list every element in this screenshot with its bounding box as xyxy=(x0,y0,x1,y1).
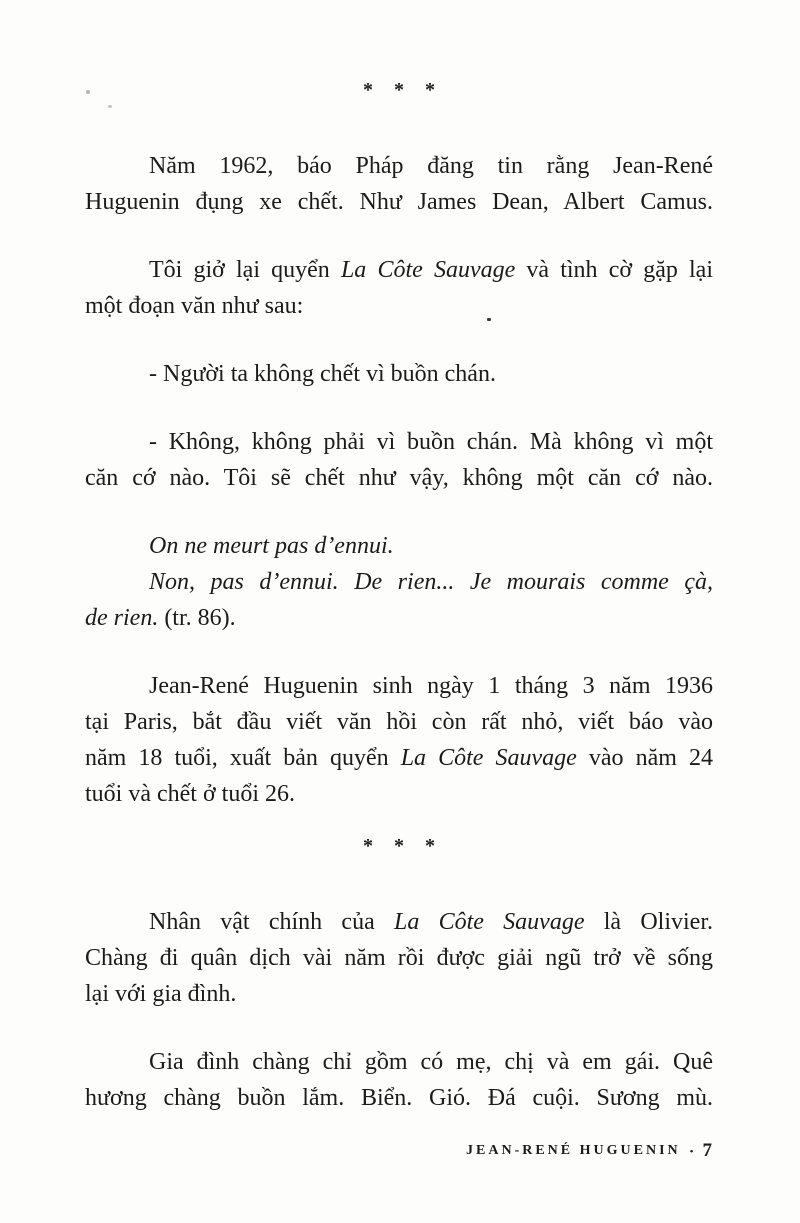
text-segment: Chàng đi quân dịch vài năm rồi được giải ngũ trở về sống xyxy=(85,945,713,971)
text-line xyxy=(85,288,713,324)
text-line xyxy=(85,148,713,184)
text-segment: Tôi giở lại quyển xyxy=(149,257,341,283)
scan-speck xyxy=(108,105,112,108)
italic-text-segment: La Côte Sauvage xyxy=(393,909,585,935)
paragraph xyxy=(85,424,713,496)
section-separator: * * * xyxy=(363,835,443,857)
page-body xyxy=(85,76,713,1116)
text-segment: và tình cờ gặp lại xyxy=(515,257,713,283)
text-segment: Nhân vật chính của xyxy=(149,909,394,935)
text-segment: Huguenin đụng xe chết. Như James Dean, Albert Camus. xyxy=(85,189,713,215)
text-line xyxy=(85,976,713,1012)
text-line xyxy=(85,356,713,392)
text-line xyxy=(85,740,713,776)
text-segment: một đoạn văn như sau: xyxy=(85,293,304,319)
paragraph xyxy=(85,564,713,636)
italic-text-segment: La Côte Sauvage xyxy=(400,745,577,771)
text-segment: tại Paris, bắt đầu viết văn hồi còn rất nhỏ, viết báo vào xyxy=(85,709,713,735)
text-segment: tuổi và chết ở tuổi 26. xyxy=(85,781,295,807)
paragraph xyxy=(85,148,713,220)
text-segment: căn cớ nào. Tôi sẽ chết như vậy, không một căn cớ nào. xyxy=(85,465,713,491)
paragraph xyxy=(85,356,713,392)
text-line xyxy=(85,460,713,496)
footer-book-title: JEAN-RENÉ HUGUENIN xyxy=(466,1143,681,1158)
text-segment: - Không, không phải vì buồn chán. Mà không vì một xyxy=(149,429,713,455)
paragraph xyxy=(85,904,713,1012)
text-line xyxy=(85,940,713,976)
scan-speck xyxy=(487,318,491,321)
text-segment: Năm 1962, báo Pháp đăng tin rằng Jean-René xyxy=(149,153,713,179)
footer-bullet: • xyxy=(689,1146,694,1158)
text-segment: vào năm 24 xyxy=(576,745,714,771)
section-separator: * * * xyxy=(363,79,443,101)
text-line xyxy=(85,776,713,812)
text-line xyxy=(85,564,713,600)
text-segment: năm 18 tuổi, xuất bản quyển xyxy=(85,745,401,771)
text-line xyxy=(85,668,713,704)
footer-page-number: 7 xyxy=(702,1140,712,1161)
italic-text-segment: On ne meurt pas d’ennui. xyxy=(149,533,394,559)
paragraph xyxy=(85,252,713,324)
italic-text-segment: Non, pas d’ennui. De rien... Je mourais comme çà, xyxy=(149,569,713,595)
text-segment: Jean-René Huguenin sinh ngày 1 tháng 3 năm 1936 xyxy=(149,673,713,699)
paragraph xyxy=(85,1044,713,1116)
italic-text-segment: La Côte Sauvage xyxy=(340,257,516,283)
text-segment: lại với gia đình. xyxy=(85,981,237,1007)
text-line xyxy=(85,252,713,288)
text-line xyxy=(85,424,713,460)
text-line xyxy=(85,528,713,564)
text-segment: hương chàng buồn lắm. Biển. Gió. Đá cuội. Sương mù. xyxy=(85,1085,713,1111)
text-segment: là Olivier. xyxy=(584,909,713,935)
text-line xyxy=(85,184,713,220)
text-line xyxy=(85,1044,713,1080)
paragraph xyxy=(85,528,713,564)
scan-speck xyxy=(86,90,90,94)
italic-text-segment: de rien. xyxy=(85,605,159,631)
text-segment: Gia đình chàng chỉ gồm có mẹ, chị và em gái. Quê xyxy=(149,1049,713,1075)
text-segment: - Người ta không chết vì buồn chán. xyxy=(149,361,496,387)
text-line xyxy=(85,904,713,940)
paragraph xyxy=(85,668,713,812)
text-line xyxy=(85,704,713,740)
text-line xyxy=(85,600,713,636)
running-footer xyxy=(466,1140,712,1162)
text-line xyxy=(85,1080,713,1116)
text-segment: (tr. 86). xyxy=(158,605,236,631)
